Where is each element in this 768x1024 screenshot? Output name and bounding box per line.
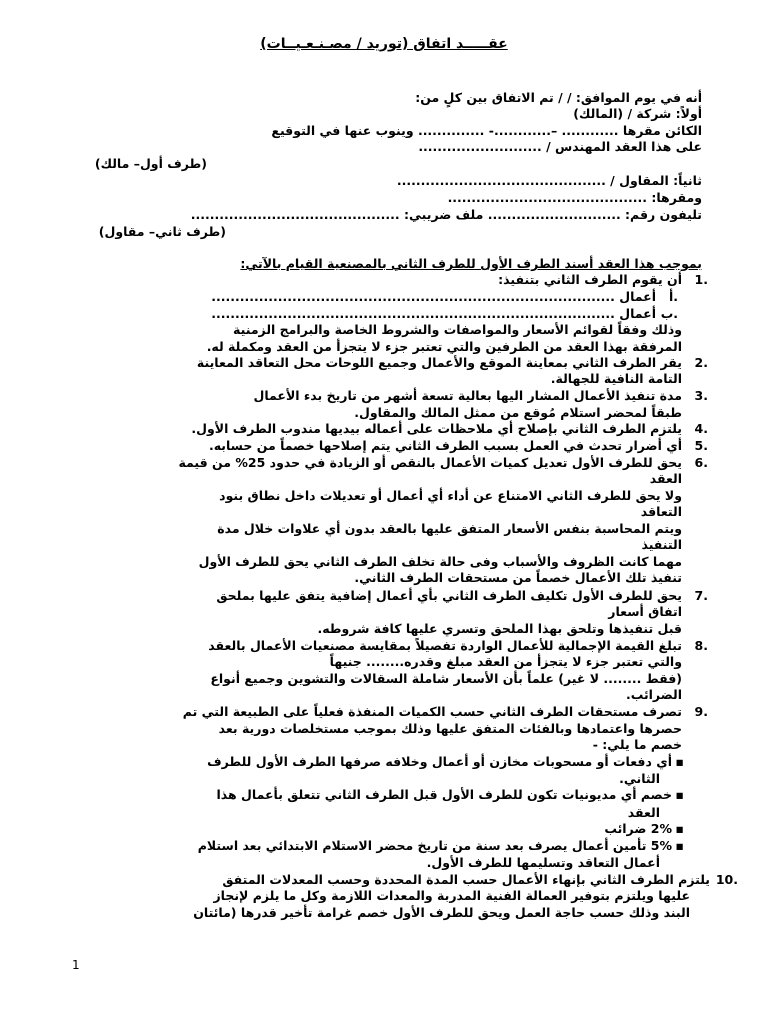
- bullet-marker: ▪: [675, 821, 684, 836]
- clause-number: 5.: [694, 438, 708, 453]
- clause-line-text: يحق للطرف الأول تكليف الطرف الثاني بأي أعمال إضافية يتفق عليها بملحق: [216, 588, 682, 603]
- clause-line-text: يقر الطرف الثاني بمعاينة الموقع والأعمال وجميع اللوحات محل التعاقد المعاينة: [196, 355, 682, 370]
- clause-line-text: أي أضرار تحدث في العمل بسبب الطرف الثاني يتم إصلاحها خصماً من حسابه.: [208, 438, 682, 453]
- clause-line-text: العقد: [627, 805, 660, 820]
- clause-line-text: أعمال .....................................................................................: [211, 289, 656, 304]
- clause-heading: بموجب هذا العقد أسند الطرف الأول للطرف الثاني بالمصنعية القيام بالآتي:: [240, 256, 702, 271]
- clause-line-text: العقد: [649, 471, 682, 486]
- clause-number: ب.: [660, 306, 678, 321]
- intro-contractor-address: ومقرها: ..........................................: [447, 190, 702, 205]
- clause-line-text: التنفيذ: [641, 537, 682, 552]
- intro-contractor: ثانياً: المقاول / ............................................: [396, 173, 702, 188]
- intro-first-party: أولاً: شركة / (المالك): [573, 106, 702, 121]
- clause-line-text: أي دفعات أو مسحوبات مخازن أو أعمال وخلافه صرفها الطرف الأول للطرف: [207, 754, 672, 769]
- clause-line-text: عليها ويلتزم بتوفير العمالة الفنية المدربة والمعدات اللازمة وكل ما يلزم لإنجاز: [213, 888, 690, 903]
- bullet-marker: ▪: [675, 754, 684, 769]
- clause-line-text: أعمال .....................................................................................: [211, 306, 656, 321]
- clause-number: 6.: [694, 455, 708, 470]
- clause-number: 8.: [694, 638, 708, 653]
- intro-date-line: أنه في يوم الموافق: / / تم الاتفاق بين كلٍ من:: [415, 90, 702, 105]
- clause-line-text: أن يقوم الطرف الثاني بتنفيذ:: [498, 272, 682, 287]
- clause-line-text: الثاني.: [619, 771, 660, 786]
- page-number: 1: [72, 958, 80, 972]
- intro-phone-tax: تليفون رقم: ............................ ملف ضريبي: ............................................: [190, 207, 702, 222]
- clause-line-text: وذلك وفقاً لقوائم الأسعار والمواصفات والشروط الخاصة والبرامج الزمنية: [233, 322, 682, 337]
- clause-line-text: 5% تأمين أعمال يصرف بعد سنة من تاريخ محضر الاستلام الابتدائي بعد استلام: [197, 838, 672, 853]
- clause-number: 2.: [694, 355, 708, 370]
- clause-line-text: يلتزم الطرف الثاني بإنهاء الأعمال حسب المدة المحددة وحسب المعدلات المتفق: [222, 872, 710, 887]
- intro-second-party-label: (طرف ثاني– مقاول): [98, 224, 226, 239]
- clause-number: 4.: [694, 421, 708, 436]
- clause-line-text: المرفقة بهذا العقد من الطرفين والتي تعتبر جزء لا يتجزأ من العقد ومكملة له.: [206, 339, 682, 354]
- clause-line-text: حصرها واعتمادها وبالفئات المتفق عليها وذلك بموجب مستخلصات دورية بعد: [218, 721, 682, 736]
- intro-first-party-label: (طرف أول– مالك): [94, 156, 207, 171]
- clause-number: 3.: [694, 388, 708, 403]
- intro-engineer: على هذا العقد المهندس / ..........................: [418, 139, 702, 154]
- clause-line-text: خصم ما يلي: -: [592, 737, 682, 752]
- clause-line-text: يلتزم الطرف الثاني بإصلاح أي ملاحظات على أعماله بيديها مندوب الطرف الأول.: [191, 421, 682, 436]
- clause-line-text: يحق للطرف الأول تعديل كميات الأعمال بالنقص أو الزيادة في حدود 25% من قيمة: [178, 455, 682, 470]
- clause-line-text: 2% ضرائب: [604, 821, 672, 836]
- clause-line-text: والتي تعتبر جزء لا يتجزأ من العقد مبلغ وقدره........ جنيهاً: [329, 654, 682, 669]
- clause-line-text: أعمال التعاقد وتسليمها للطرف الأول.: [426, 855, 660, 870]
- clause-number: 1.: [694, 272, 708, 287]
- bullet-marker: ▪: [675, 787, 684, 802]
- clause-line-text: ويتم المحاسبة بنفس الأسعار المتفق عليها بالعقد بدون أي علاوات خلال مدة: [217, 521, 682, 536]
- clause-line-text: مدة تنفيذ الأعمال المشار اليها بعالية تسعة أشهر من تاريخ بدء الأعمال: [253, 388, 682, 403]
- clause-line-text: (فقط ........ لا غير) علماً بأن الأسعار شاملة السقالات والتشوين وجميع أنواع: [210, 671, 682, 686]
- clause-line-text: الضرائب.: [625, 687, 682, 702]
- clause-line-text: تبلغ القيمة الإجمالية للأعمال الواردة تفصيلاً بمقايسة مصنعيات الأعمال بالعقد: [208, 638, 682, 653]
- clause-line-text: البند وذلك حسب حاجة العمل ويحق للطرف الأول خصم غرامة تأخير قدرها (مائتان: [193, 905, 690, 920]
- clause-line-text: طبقاً لمحضر استلام مُوقع من ممثل المالك والمقاول.: [354, 405, 682, 420]
- clause-number: 10.: [715, 872, 738, 887]
- clause-number: أ.: [668, 289, 678, 304]
- clause-line-text: ولا يحق للطرف الثاني الامتناع عن أداء أي أعمال أو تعديلات داخل نطاق بنود: [219, 488, 682, 503]
- clause-line-text: اتفاق أسعار: [608, 604, 682, 619]
- clause-line-text: مهما كانت الظروف والأسباب وفى حالة تخلف الطرف الثاني يحق للطرف الأول: [198, 554, 682, 569]
- clause-line-text: تصرف مستحقات الطرف الثاني حسب الكميات المنفذة فعلياً على الطبيعة التي تم: [182, 704, 682, 719]
- clause-number: 7.: [694, 588, 708, 603]
- clause-line-text: تنفيذ تلك الأعمال خصماً من مستحقات الطرف الثاني.: [354, 570, 682, 585]
- clause-line-text: التامة النافية للجهالة.: [550, 371, 682, 386]
- bullet-marker: ▪: [675, 838, 684, 853]
- contract-title: عقـــــد اتفاق (توريد / مصـنـعـيــات): [260, 36, 508, 52]
- clause-number: 9.: [694, 704, 708, 719]
- clause-line-text: قبل تنفيذها وتلحق بهذا الملحق وتسري عليها كافة شروطه.: [317, 621, 682, 636]
- clause-line-text: التعاقد: [640, 504, 682, 519]
- clause-line-text: خصم أي مديونيات تكون للطرف الأول قبل الطرف الثاني تتعلق بأعمال هذا: [216, 787, 672, 802]
- intro-address: الكائن مقرها ............ –............- .............. وينوب عنها في التوقيع: [271, 123, 702, 138]
